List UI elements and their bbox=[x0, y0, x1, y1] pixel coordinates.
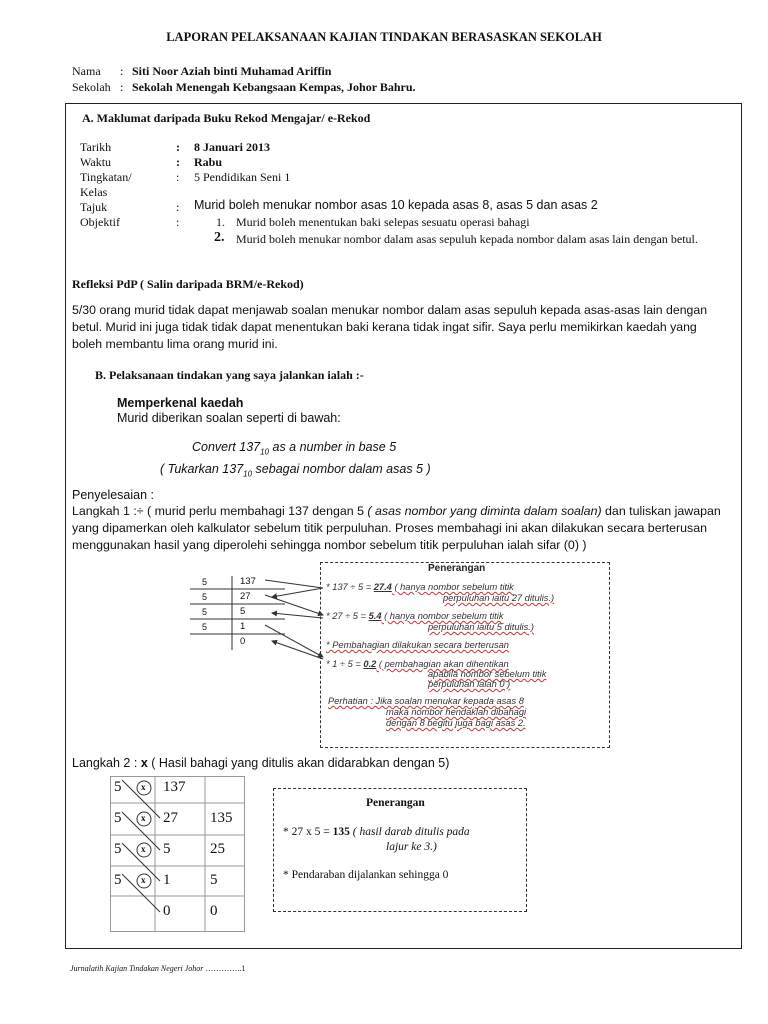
tajuk-colon: : bbox=[176, 200, 180, 214]
pen2-line1-b: ( hasil darab ditulis pada bbox=[349, 826, 470, 838]
grid-div-2: 5 bbox=[114, 810, 122, 826]
kelas-label: Kelas bbox=[80, 185, 108, 199]
grid-op-2: x bbox=[141, 813, 146, 823]
penerangan-1-step-2 bbox=[326, 611, 503, 622]
step-4-b: ( pembahagian akan dihentikan bbox=[376, 659, 509, 669]
tingkatan-value: 5 Pendidikan Seni 1 bbox=[194, 170, 291, 184]
langkah-2-x: x bbox=[140, 756, 148, 770]
step-2-b: ( hanya nombor sebelum titik bbox=[381, 611, 504, 621]
question-english-b: as a number in base 5 bbox=[269, 440, 397, 454]
langkah-2-b: ( Hasil bahagi yang ditulis akan didarabkan dengan 5) bbox=[147, 756, 450, 770]
langkah-1-a: Langkah 1 :÷ ( murid perlu membahagi 137 dengan 5 bbox=[72, 504, 368, 518]
sekolah-value: Sekolah Menengah Kebangsaan Kempas, Johor Bahru. bbox=[132, 80, 416, 94]
langkah-1-line-1 bbox=[72, 504, 721, 518]
arrow-3 bbox=[265, 595, 323, 615]
penerangan-2-line-2: * Pendaraban dijalankan sehingga 0 bbox=[283, 869, 449, 881]
grid-op-4: x bbox=[141, 875, 146, 885]
penerangan-1-step-4-cont-1: apabila nombor sebelum titik bbox=[428, 669, 547, 679]
langkah-1-c: dan tuliskan jawapan bbox=[601, 504, 721, 518]
step-1-val: 27.4 bbox=[373, 582, 392, 592]
objective-1-number: 1. bbox=[216, 215, 225, 229]
step-1-a: * 137 ÷ 5 = bbox=[326, 582, 374, 592]
ladder-divisor-4: 5 bbox=[202, 622, 208, 632]
arrow-2 bbox=[272, 588, 323, 597]
ladder-divisor-2: 5 bbox=[202, 592, 208, 602]
penerangan-1-step-3: * Pembahagian dilakukan secara berterusan bbox=[326, 640, 509, 650]
penerangan-1-note-1: Perhatian : Jika soalan menukar kepada asas 8 bbox=[328, 696, 524, 706]
refleksi-line-1: 5/30 orang murid tidak dapat menjawab soalan menukar nombor dalam asas sepuluh kepada asas-asas lain dengan bbox=[72, 303, 708, 317]
ladder-value-3: 5 bbox=[240, 606, 246, 617]
penerangan-1-title: Penerangan bbox=[428, 563, 486, 574]
grid-val-3: 5 bbox=[163, 841, 171, 857]
nama-value: Siti Noor Aziah binti Muhamad Ariffin bbox=[132, 64, 332, 78]
ladder-divisor-1: 5 bbox=[202, 577, 208, 587]
question-malay-a: ( Tukarkan 137 bbox=[160, 462, 244, 476]
langkah-2-label bbox=[72, 756, 449, 770]
tarikh-value: 8 Januari 2013 bbox=[194, 140, 271, 154]
grid-div-4: 5 bbox=[114, 872, 122, 888]
refleksi-line-3: boleh membantu lima orang murid ini. bbox=[72, 337, 278, 351]
penerangan-1-step-1-cont: perpuluhan iaitu 27 ditulis.) bbox=[443, 593, 555, 603]
waktu-colon: : bbox=[176, 155, 180, 169]
ladder-value-5: 0 bbox=[240, 636, 246, 647]
tajuk-label: Tajuk bbox=[80, 200, 108, 214]
pen2-line1-a: * 27 x 5 = bbox=[283, 826, 333, 838]
section-b-intro: Murid diberikan soalan seperti di bawah: bbox=[117, 411, 341, 425]
grid-val-4: 1 bbox=[163, 872, 171, 888]
arrow-1 bbox=[265, 580, 323, 588]
question-english bbox=[192, 440, 396, 457]
grid-div-1: 5 bbox=[114, 779, 122, 795]
ladder-value-4: 1 bbox=[240, 621, 246, 632]
grid-op-1: x bbox=[141, 782, 146, 792]
langkah-1-b: ( asas nombor yang diminta dalam soalan) bbox=[367, 504, 602, 518]
tarikh-label: Tarikh bbox=[80, 140, 112, 154]
grid-prod-4: 5 bbox=[210, 872, 218, 888]
step-1-b: ( hanya nombor sebelum titik bbox=[391, 582, 514, 592]
grid-prod-2: 135 bbox=[210, 810, 233, 826]
question-english-sub: 10 bbox=[260, 447, 270, 457]
sekolah-sep: : bbox=[120, 80, 124, 94]
grid-op-3: x bbox=[141, 844, 146, 854]
penerangan-1-step-1 bbox=[326, 582, 514, 593]
section-b-heading: B. Pelaksanaan tindakan yang saya jalankan ialah :- bbox=[95, 368, 364, 382]
step-4-a: * 1 ÷ 5 = bbox=[326, 659, 364, 669]
ladder-value-1: 137 bbox=[240, 576, 256, 587]
langkah-1-line-2: yang dipamerkan oleh kalkulator sebelum titik perpuluhan. Proses membahagi ini akan dilakukan secara berterusan bbox=[72, 521, 708, 535]
pen2-line1-val: 135 bbox=[332, 826, 350, 838]
step-2-val: 5.4 bbox=[368, 611, 382, 621]
grid-val-2: 27 bbox=[163, 810, 178, 826]
penerangan-1-step-2-cont: perpuluhan iaitu 5 ditulis.) bbox=[428, 622, 534, 632]
ladder-value-2: 27 bbox=[240, 591, 251, 602]
question-english-a: Convert 137 bbox=[192, 440, 261, 454]
page-title: LAPORAN PELAKSANAAN KAJIAN TINDAKAN BERASASKAN SEKOLAH bbox=[166, 30, 602, 44]
objektif-colon: : bbox=[176, 215, 180, 229]
footer-page: …………..1 bbox=[203, 964, 246, 973]
tarikh-colon: : bbox=[176, 140, 180, 154]
section-b-subheading: Memperkenal kaedah bbox=[117, 396, 244, 410]
penerangan-2-title: Penerangan bbox=[366, 797, 425, 809]
refleksi-line-2: betul. Murid ini juga tidak tidak dapat menentukan baki kerana tidak ingat sifir. Saya perlu memikirkan kaedah yang bbox=[72, 320, 697, 334]
nama-sep: : bbox=[120, 64, 124, 78]
tingkatan-label: Tingkatan/ bbox=[80, 170, 132, 184]
arrow-5 bbox=[265, 625, 323, 657]
footer bbox=[70, 964, 245, 973]
refleksi-heading: Refleksi PdP ( Salin daripada BRM/e-Rekod) bbox=[72, 277, 304, 291]
waktu-label: Waktu bbox=[80, 155, 112, 169]
footer-text: Jurnalatih Kajian Tindakan Negeri Johor bbox=[70, 964, 204, 973]
section-a-heading: A. Maklumat daripada Buku Rekod Mengajar/ e-Rekod bbox=[82, 111, 371, 125]
objective-1-text: Murid boleh menentukan baki selepas sesuatu operasi bahagi bbox=[236, 215, 530, 229]
grid-prod-3: 25 bbox=[210, 841, 225, 857]
grid-prod-5: 0 bbox=[210, 903, 218, 919]
penerangan-1-note-3: dengan 8 begitu juga bagi asas 2. bbox=[386, 718, 526, 728]
objective-2-number: 2. bbox=[214, 230, 225, 245]
arrow-4 bbox=[272, 613, 323, 618]
grid-div-3: 5 bbox=[114, 841, 122, 857]
penerangan-2-line-1 bbox=[283, 826, 470, 838]
step-2-a: * 27 ÷ 5 = bbox=[326, 611, 369, 621]
penyelesaian-label: Penyelesaian : bbox=[72, 488, 155, 502]
question-malay-b: sebagai nombor dalam asas 5 ) bbox=[252, 462, 431, 476]
arrow-6 bbox=[272, 641, 323, 659]
question-malay-sub: 10 bbox=[243, 469, 253, 479]
penerangan-1-step-4-cont-2: perpuluhan ialah 0 ) bbox=[428, 679, 511, 689]
nama-label: Nama bbox=[72, 64, 101, 78]
objective-2-text: Murid boleh menukar nombor dalam asas sepuluh kepada nombor dalam asas lain dengan betul. bbox=[236, 232, 698, 246]
ladder-divisor-3: 5 bbox=[202, 607, 208, 617]
step-4-val: 0.2 bbox=[363, 659, 377, 669]
objektif-label: Objektif bbox=[80, 215, 120, 229]
tajuk-value: Murid boleh menukar nombor asas 10 kepada asas 8, asas 5 dan asas 2 bbox=[194, 198, 598, 212]
langkah-1-line-3: menggunakan hasil yang diperolehi sehingga nombor sebelum titik perpuluhan ialah sifar (0) ) bbox=[72, 538, 587, 552]
question-malay bbox=[160, 462, 431, 479]
grid-val-1: 137 bbox=[163, 779, 186, 795]
waktu-value: Rabu bbox=[194, 155, 223, 169]
penerangan-1-note-2: maka nombor hendaklah dibahagi bbox=[386, 707, 527, 717]
langkah-2-a: Langkah 2 : bbox=[72, 756, 141, 770]
tingkatan-colon: : bbox=[176, 170, 180, 184]
grid-val-5: 0 bbox=[163, 903, 171, 919]
sekolah-label: Sekolah bbox=[72, 80, 111, 94]
penerangan-2-line-1-cont: lajur ke 3.) bbox=[386, 841, 437, 853]
